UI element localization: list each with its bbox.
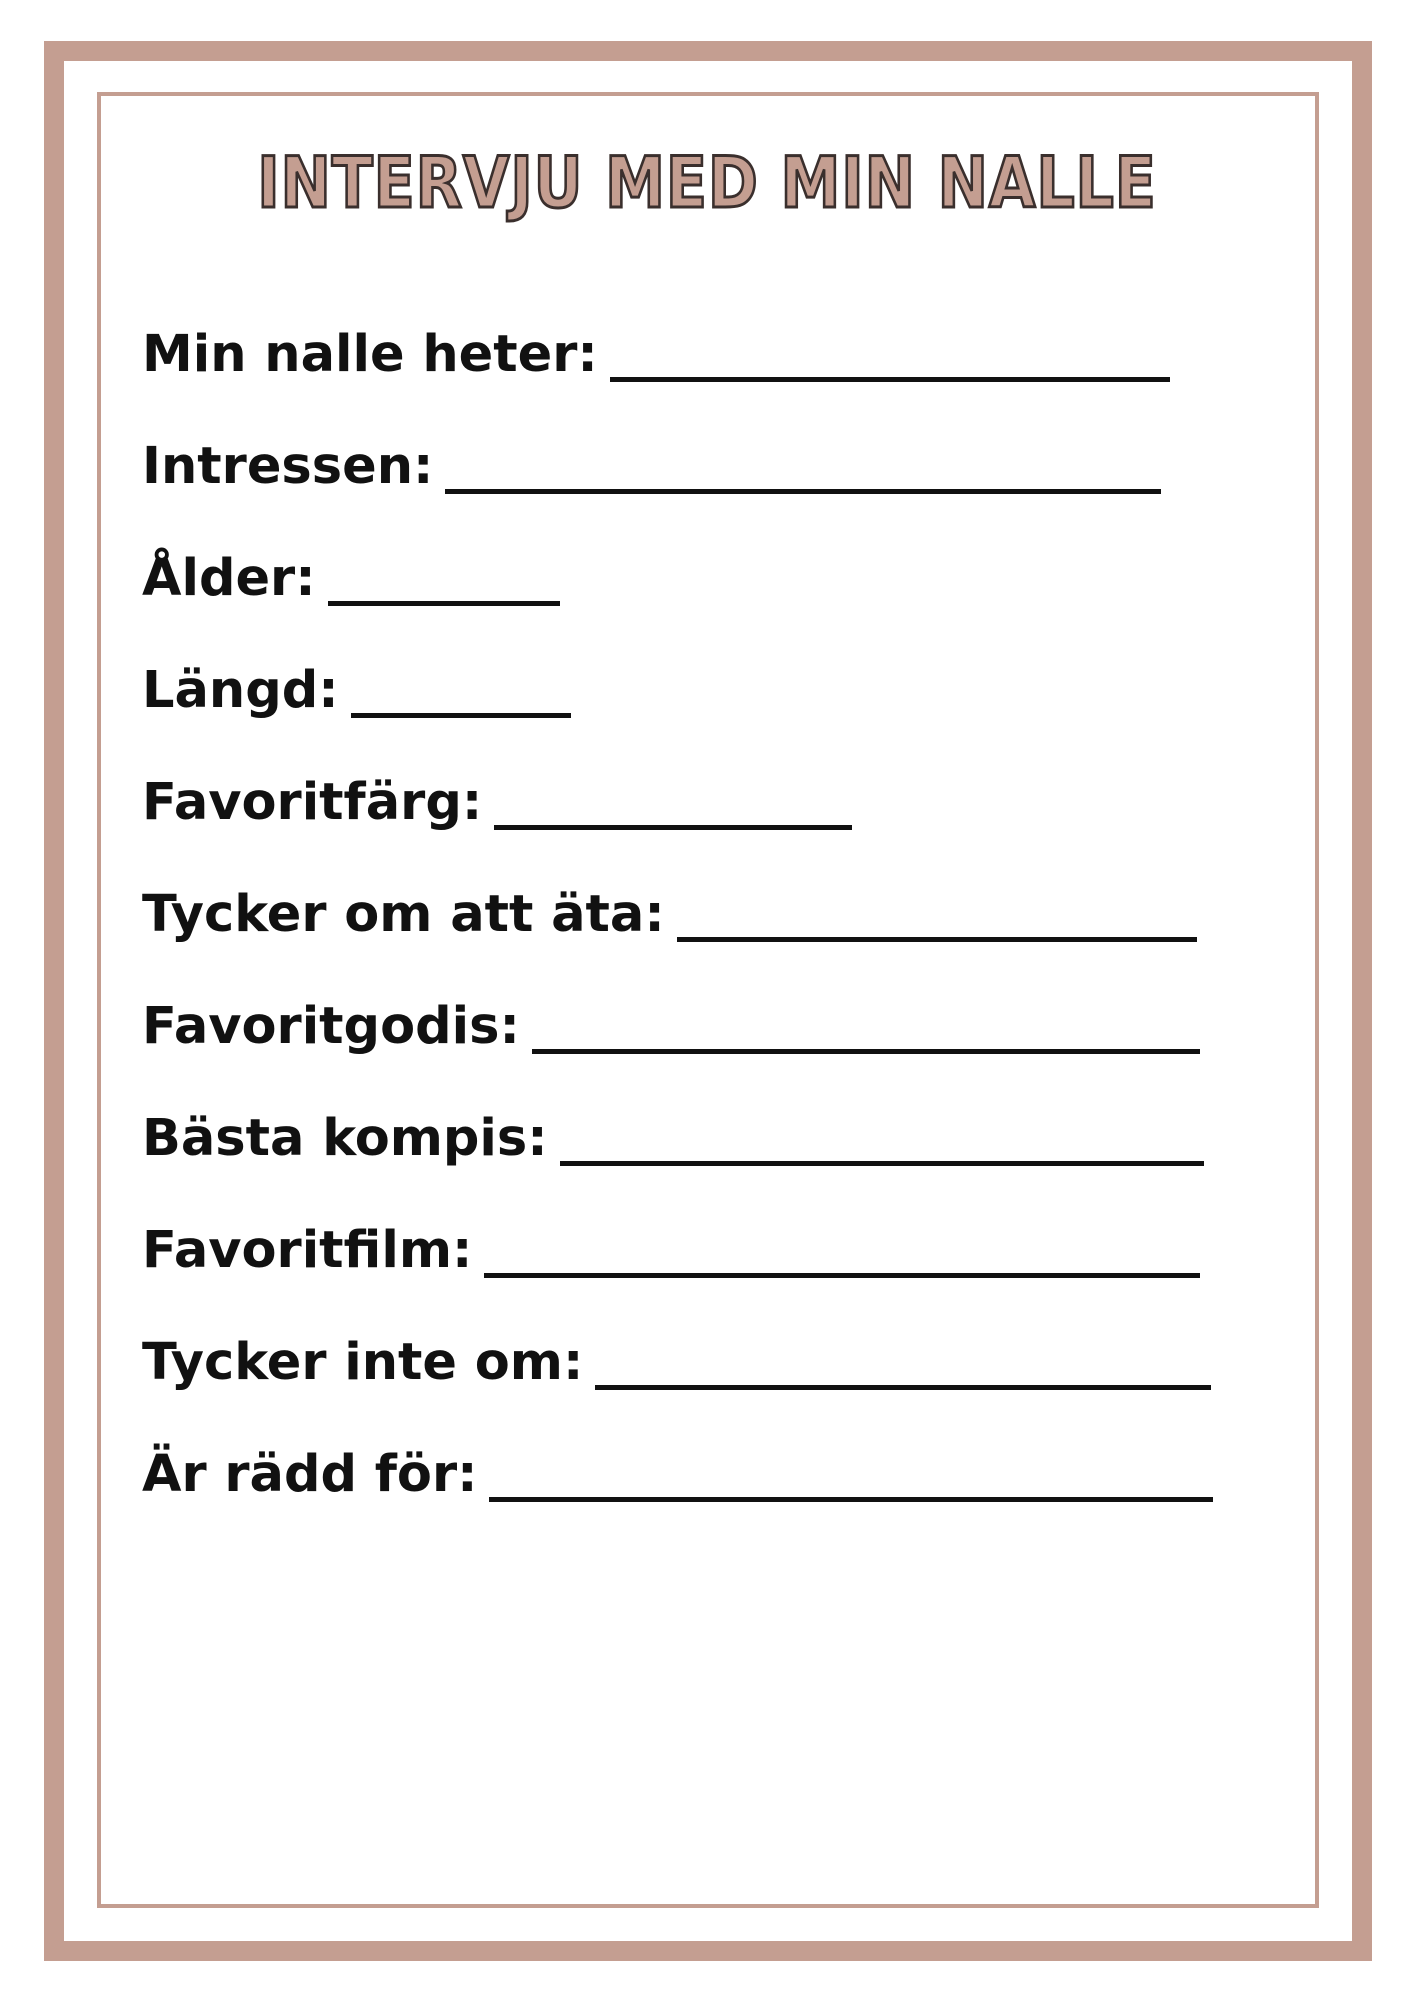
- field-label: Tycker inte om:: [142, 1333, 584, 1392]
- answer-line[interactable]: [595, 1385, 1211, 1390]
- field-label: Favoritfärg:: [142, 773, 483, 832]
- answer-line[interactable]: [489, 1497, 1213, 1502]
- field-label: Ålder:: [142, 549, 316, 608]
- field-label: Är rädd för:: [142, 1445, 478, 1504]
- field-interests: [142, 432, 1161, 502]
- field-label: Längd:: [142, 661, 339, 720]
- field-dislikes: [142, 1328, 1211, 1398]
- field-favorite-movie: [142, 1216, 1200, 1286]
- answer-line[interactable]: [532, 1049, 1200, 1054]
- field-best-friend: [142, 1104, 1204, 1174]
- field-likes-to-eat: [142, 880, 1197, 950]
- field-label: Tycker om att äta:: [142, 885, 665, 944]
- answer-line[interactable]: [445, 489, 1161, 494]
- answer-line[interactable]: [494, 825, 852, 830]
- answer-line[interactable]: [328, 601, 560, 606]
- answer-line[interactable]: [610, 377, 1170, 382]
- field-label: Favoritfilm:: [142, 1221, 473, 1280]
- answer-line[interactable]: [560, 1161, 1204, 1166]
- field-favorite-color: [142, 768, 852, 838]
- field-favorite-candy: [142, 992, 1200, 1062]
- field-teddy-name: [142, 320, 1170, 390]
- field-label: Intressen:: [142, 437, 434, 496]
- field-label: Bästa kompis:: [142, 1109, 548, 1168]
- field-label: Min nalle heter:: [142, 325, 598, 384]
- answer-line[interactable]: [484, 1273, 1200, 1278]
- page-title: INTERVJU MED MIN NALLE: [257, 142, 1157, 224]
- field-height: [142, 656, 571, 726]
- answer-line[interactable]: [351, 713, 571, 718]
- field-afraid-of: [142, 1440, 1213, 1510]
- field-label: Favoritgodis:: [142, 997, 520, 1056]
- field-age: [142, 544, 560, 614]
- answer-line[interactable]: [677, 937, 1197, 942]
